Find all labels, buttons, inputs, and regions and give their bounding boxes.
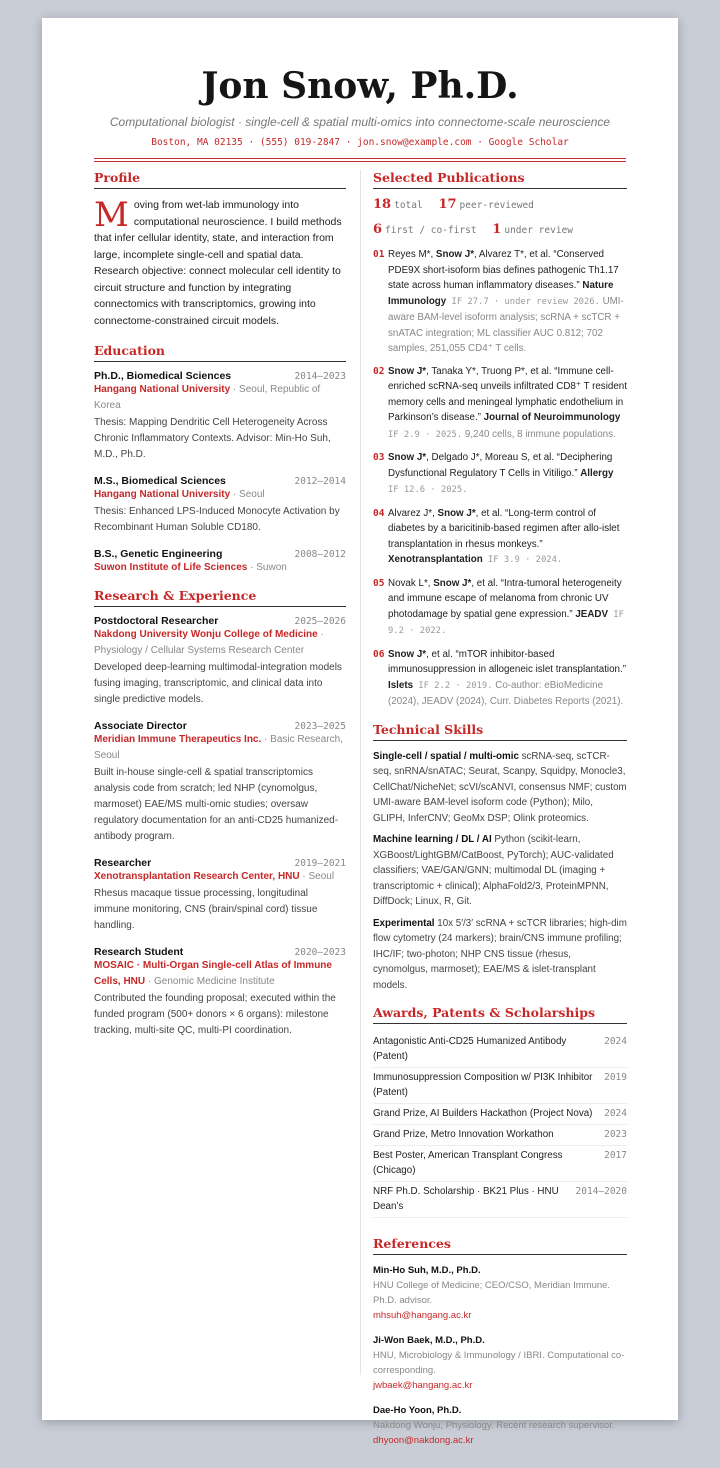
reference-email-link[interactable]: dhyoon@nakdong.ac.kr xyxy=(373,1435,474,1446)
publication-item xyxy=(373,506,627,569)
organization-name: MOSAIC · Multi-Organ Single-cell Atlas of Immune Cells, HNU xyxy=(94,960,332,987)
institution-location: · Seoul, Republic of Korea xyxy=(94,384,321,411)
publication-note: UMI-aware BAM-level isoform analysis; scRNA + scTCR + snATAC integration; ML classifier AUC 0.812; 702 samples, 251,055 CD4⁺ T cells. xyxy=(388,295,624,354)
education-entry-header xyxy=(94,370,346,382)
publication-stats-row-1 xyxy=(373,197,627,212)
reference-name: Dae-Ho Yoon, Ph.D. xyxy=(373,1405,462,1416)
institution-location: · Seoul xyxy=(232,489,265,500)
institution-name: Suwon Institute of Life Sciences xyxy=(94,562,248,573)
institution-location: · Suwon xyxy=(250,562,287,573)
award-item xyxy=(373,1068,627,1104)
stat-first-number: 6 xyxy=(373,222,383,237)
reference-item xyxy=(373,1403,627,1448)
skill-group-details: scRNA-seq, scTCR-seq, snRNA/snATAC; Seurat, Scanpy, Squidpy, Monocle3, CellChat/NicheNet; scVI/scANVI, consensus NMF; custom UMI-aware BAM-level isoform code (Python); Milo, GLIPH, InferCNV; GeoMx DSP; Olink proteomics. xyxy=(373,750,627,824)
award-item xyxy=(373,1032,627,1068)
resume-page xyxy=(42,18,678,1446)
publication-self-author: Snow J* xyxy=(388,452,427,463)
awards-heading: Awards, Patents & Scholarships xyxy=(373,1005,627,1024)
publication-number: 03 xyxy=(373,452,385,463)
tagline: Computational biologist · single-cell & spatial multi-omics into connectome-scale neuroscience xyxy=(109,115,611,129)
education-dates: 2008–2012 xyxy=(294,549,346,560)
publication-journal: Allergy xyxy=(580,467,614,479)
publication-list xyxy=(373,247,627,710)
publication-citation xyxy=(388,247,627,357)
skill-group-heading: Single-cell / spatial / multi-omic xyxy=(373,750,519,762)
award-name: Grand Prize, Metro Innovation Workathon xyxy=(373,1129,554,1140)
award-item xyxy=(373,1104,627,1125)
publication-item xyxy=(373,364,627,444)
education-entry-header xyxy=(94,475,346,487)
publication-citation xyxy=(388,364,627,444)
experience-organization-line xyxy=(94,627,346,659)
reference-affiliation: Nakdong Wonju, Physiology. Recent research supervisor. xyxy=(373,1420,615,1431)
publication-citation xyxy=(388,506,627,569)
publication-authors-before: Alvarez J*, xyxy=(388,507,438,519)
experience-dates: 2019–2021 xyxy=(294,858,346,869)
award-name: Immunosuppression Composition w/ PI3K Inhibitor (Patent) xyxy=(373,1072,593,1098)
stat-peer-label: peer-reviewed xyxy=(459,200,534,211)
education-entry xyxy=(94,475,346,536)
award-name: Best Poster, American Transplant Congress (Chicago) xyxy=(373,1150,563,1176)
award-item xyxy=(373,1182,627,1218)
references-heading: References xyxy=(373,1236,627,1255)
institution-name: Hangang National University xyxy=(94,489,231,500)
reference-affiliation: HNU College of Medicine; CEO/CSO, Meridian Immune. Ph.D. advisor. xyxy=(373,1280,611,1306)
experience-organization-line xyxy=(94,732,346,764)
header-rule-secondary xyxy=(94,161,626,162)
experience-dates: 2020–2023 xyxy=(294,947,346,958)
education-institution-line xyxy=(94,487,346,503)
award-year: 2017 xyxy=(604,1150,627,1161)
education-institution-line xyxy=(94,382,346,414)
organization-unit: · Genomic Medicine Institute xyxy=(147,976,275,987)
skill-group-heading: Experimental xyxy=(373,917,435,929)
reference-name: Ji-Won Baek, M.D., Ph.D. xyxy=(373,1335,485,1346)
publication-self-author: Snow J* xyxy=(437,507,476,519)
skill-group-heading: Machine learning / DL / AI xyxy=(373,834,492,845)
publication-item xyxy=(373,450,627,499)
publication-authors-before: Reyes M*, xyxy=(388,249,436,260)
reference-item xyxy=(373,1333,627,1393)
experience-list xyxy=(94,615,346,1039)
publication-item xyxy=(373,247,627,357)
publication-impact-year: IF 2.9 · 2025. xyxy=(388,429,463,440)
organization-unit: · Seoul xyxy=(302,871,335,882)
publication-impact-year: IF 3.9 · 2024. xyxy=(482,555,563,565)
left-column xyxy=(94,170,346,1051)
contact-line: Boston, MA 02135 · (555) 019-2847 · jon.snow@example.com · Google Scholar xyxy=(151,137,569,148)
education-dates: 2012–2014 xyxy=(294,476,346,487)
skills-heading: Technical Skills xyxy=(373,722,627,741)
publication-journal: Xenotransplantation xyxy=(388,554,483,565)
publication-authors-title: , Tanaka Y*, Truong P*, et al. “Immune cell-enriched scRNA-seq unveils infiltrated CD8⁺ T resident memory cells and meningeal lymphatic endothelium in Parkinson’s disease.” xyxy=(388,365,627,423)
references-list xyxy=(373,1263,627,1448)
education-entry-header xyxy=(94,548,346,560)
publication-impact-year: IF 2.2 · 2019. xyxy=(413,680,493,691)
role-title: Postdoctoral Researcher xyxy=(94,615,219,627)
organization-name: Meridian Immune Therapeutics Inc. xyxy=(94,734,262,745)
experience-entry xyxy=(94,720,346,845)
experience-entry xyxy=(94,857,346,934)
publication-item xyxy=(373,647,627,710)
publication-number: 05 xyxy=(373,577,385,589)
role-title: Research Student xyxy=(94,946,184,958)
publication-number: 01 xyxy=(373,249,385,260)
skill-group xyxy=(373,749,627,827)
experience-dates: 2025–2026 xyxy=(294,616,346,627)
education-description: Thesis: Mapping Dendritic Cell Heterogeneity Across Chronic Inflammatory Contexts. Advisor: Min-Ho Suh, M.D., Ph.D. xyxy=(94,417,331,460)
award-year: 2023 xyxy=(604,1129,627,1140)
experience-entry-header xyxy=(94,615,346,627)
degree-title: B.S., Genetic Engineering xyxy=(94,548,223,560)
publication-journal: Journal of Neuroimmunology xyxy=(483,412,621,423)
column-divider xyxy=(360,170,361,1375)
candidate-name: Jon Snow, Ph.D. xyxy=(201,65,519,107)
award-name: NRF Ph.D. Scholarship · BK21 Plus · HNU Dean’s xyxy=(373,1186,559,1212)
experience-organization-line xyxy=(94,869,346,885)
education-institution-line xyxy=(94,560,346,576)
organization-unit: · Basic Research, Seoul xyxy=(94,734,343,761)
experience-description: Built in-house single-cell & spatial transcriptomics analysis code from scratch; led NHP (cynomolgus, marmoset) EAE/MS multi-omic studies; oversaw regulatory documentation for an anti-CD25 humanized-antibody program. xyxy=(94,767,339,842)
publication-number: 06 xyxy=(373,648,385,660)
stat-review-number: 1 xyxy=(492,222,502,237)
reference-email-link[interactable]: mhsuh@hangang.ac.kr xyxy=(373,1310,472,1321)
publications-heading: Selected Publications xyxy=(373,170,627,189)
reference-item xyxy=(373,1263,627,1323)
degree-title: Ph.D., Biomedical Sciences xyxy=(94,370,232,382)
publication-journal: JEADV xyxy=(575,608,609,620)
education-heading: Education xyxy=(94,343,346,362)
reference-affiliation: HNU, Microbiology & Immunology / IBRI. Computational co-corresponding. xyxy=(373,1350,625,1376)
experience-description: Contributed the founding proposal; executed within the funded program (500+ donors × 6 organs): milestone tracking, multi-site QC, multi-PI coordination. xyxy=(94,993,336,1036)
experience-organization-line xyxy=(94,958,346,990)
publication-journal: Nature Immunology xyxy=(388,280,614,307)
award-name: Grand Prize, AI Builders Hackathon (Project Nova) xyxy=(373,1108,593,1119)
stat-review-label: under review xyxy=(504,225,573,236)
publication-item xyxy=(373,576,627,640)
education-list xyxy=(94,370,346,576)
skill-group xyxy=(373,916,627,994)
award-year: 2024 xyxy=(604,1108,627,1119)
award-name: Antagonistic Anti-CD25 Humanized Antibody (Patent) xyxy=(373,1036,567,1062)
header-rule xyxy=(94,158,626,159)
publication-authors-before: Novak L*, xyxy=(388,577,434,589)
profile-heading: Profile xyxy=(94,170,346,189)
experience-description: Developed deep-learning multimodal-integration models fusing imaging, transcriptomic, and clinical data into single predictive models. xyxy=(94,662,342,705)
publication-impact-year: IF 12.6 · 2025. xyxy=(388,485,468,495)
education-dates: 2014–2023 xyxy=(294,371,346,382)
reference-email-link[interactable]: jwbaek@hangang.ac.kr xyxy=(373,1380,473,1391)
institution-name: Hangang National University xyxy=(94,384,231,395)
reference-name: Min-Ho Suh, M.D., Ph.D. xyxy=(373,1265,481,1276)
organization-unit: · Physiology / Cellular Systems Research Center xyxy=(94,629,324,656)
experience-dates: 2023–2025 xyxy=(294,721,346,732)
role-title: Researcher xyxy=(94,857,152,869)
stat-first-label: first / co-first xyxy=(385,225,477,236)
award-year: 2024 xyxy=(604,1036,627,1047)
publication-journal: Islets xyxy=(388,679,414,691)
experience-entry xyxy=(94,615,346,708)
profile-body: oving from wet-lab immunology into computational neuroscience. I build methods that infer cellular identity, state, and interaction from large, incomplete single-cell and spatial data. Research objective: connect molecular cell identity to circuit structure and function by integrating connectomics with transcriptomics, growing into connectome-constrained circuit models. xyxy=(94,199,342,327)
awards-list xyxy=(373,1032,627,1218)
organization-name: Xenotransplantation Research Center, HNU xyxy=(94,871,300,882)
publication-authors-title: , et al. “mTOR inhibitor-based immunosuppression in allogeneic islet transplantation.” xyxy=(388,648,626,675)
publication-self-author: Snow J* xyxy=(388,365,427,377)
publication-authors-title: , Delgado J*, Moreau S, et al. “Deciphering Dysfunctional Regulatory T Cells in Vitiligo.” xyxy=(388,452,613,479)
award-year: 2019 xyxy=(604,1072,627,1083)
publication-authors-title: , et al. “Intra-tumoral heterogeneity and immune escape of melanoma from chronic UV photodamage by spatial gene expression.” xyxy=(388,577,622,620)
publication-number: 02 xyxy=(373,365,385,377)
experience-entry xyxy=(94,946,346,1039)
education-description: Thesis: Enhanced LPS-Induced Monocyte Activation by Recombinant Human Soluble CD180. xyxy=(94,506,340,533)
publication-self-author: Snow J* xyxy=(435,249,475,260)
education-entry xyxy=(94,548,346,576)
award-item xyxy=(373,1125,627,1146)
publication-impact-year: IF 9.2 · 2022. xyxy=(388,609,624,636)
publication-note: 9,240 cells, 8 immune populations. xyxy=(462,428,616,440)
profile-dropcap: M xyxy=(94,195,129,235)
degree-title: M.S., Biomedical Sciences xyxy=(94,475,226,487)
skill-group-details: 10x 5′/3′ scRNA + scTCR libraries; high-dim flow cytometry (24 markers); brain/CNS immune profiling; IHC/IF; two-photon; NHP CNS tissue (rhesus, cynomolgus, marmoset); EAE/MS & islet-transplant models. xyxy=(373,917,627,991)
stat-total-label: total xyxy=(394,200,423,211)
publication-impact-year: IF 27.7 · under review 2026. xyxy=(446,296,600,307)
stat-total-number: 18 xyxy=(373,197,392,212)
experience-heading: Research & Experience xyxy=(94,588,346,607)
publication-citation xyxy=(388,647,627,710)
experience-entry-header xyxy=(94,720,346,732)
role-title: Associate Director xyxy=(94,720,187,732)
publication-self-author: Snow J* xyxy=(433,577,472,589)
publication-self-author: Snow J* xyxy=(388,648,427,660)
experience-entry-header xyxy=(94,857,346,869)
resume-header xyxy=(42,18,678,148)
organization-name: Nakdong University Wonju College of Medicine xyxy=(94,629,318,640)
publication-note: Co-author: eBioMedicine (2024), JEADV (2024), Curr. Diabetes Reports (2021). xyxy=(388,679,624,707)
skill-group-details: Python (scikit-learn, XGBoost/LightGBM/CatBoost, PyTorch); AUC-validated classifiers; VAE/GAN/GNN; multimodal DL (imaging + transcriptomic + clinical); AlphaFold2/3, ProteinMPNN, DiffDock; Linux, R, Git. xyxy=(373,834,614,907)
stat-peer-number: 17 xyxy=(438,197,457,212)
publication-authors-title: , Alvarez T*, et al. “Conserved PDE9X short-isoform bias defines pathogenic Th1.17 state across human inflammatory diseases.” xyxy=(388,249,619,291)
publication-citation xyxy=(388,576,627,640)
right-column xyxy=(373,170,627,1458)
award-item xyxy=(373,1146,627,1182)
skills-list xyxy=(373,749,627,994)
publication-number: 04 xyxy=(373,507,385,519)
education-entry xyxy=(94,370,346,463)
award-year: 2014–2020 xyxy=(575,1186,627,1197)
skill-group xyxy=(373,832,627,910)
publication-citation xyxy=(388,450,627,499)
experience-entry-header xyxy=(94,946,346,958)
publication-stats-row-2 xyxy=(373,222,627,237)
publication-authors-title: , et al. “Long-term control of diabetes by a baricitinib-based regimen after allo-islet transplantation in rhesus monkeys.” xyxy=(388,507,620,550)
profile-text xyxy=(94,197,346,329)
experience-description: Rhesus macaque tissue processing, longitudinal immune monitoring, CNS (brain/spinal cord) tissue handling. xyxy=(94,888,318,931)
